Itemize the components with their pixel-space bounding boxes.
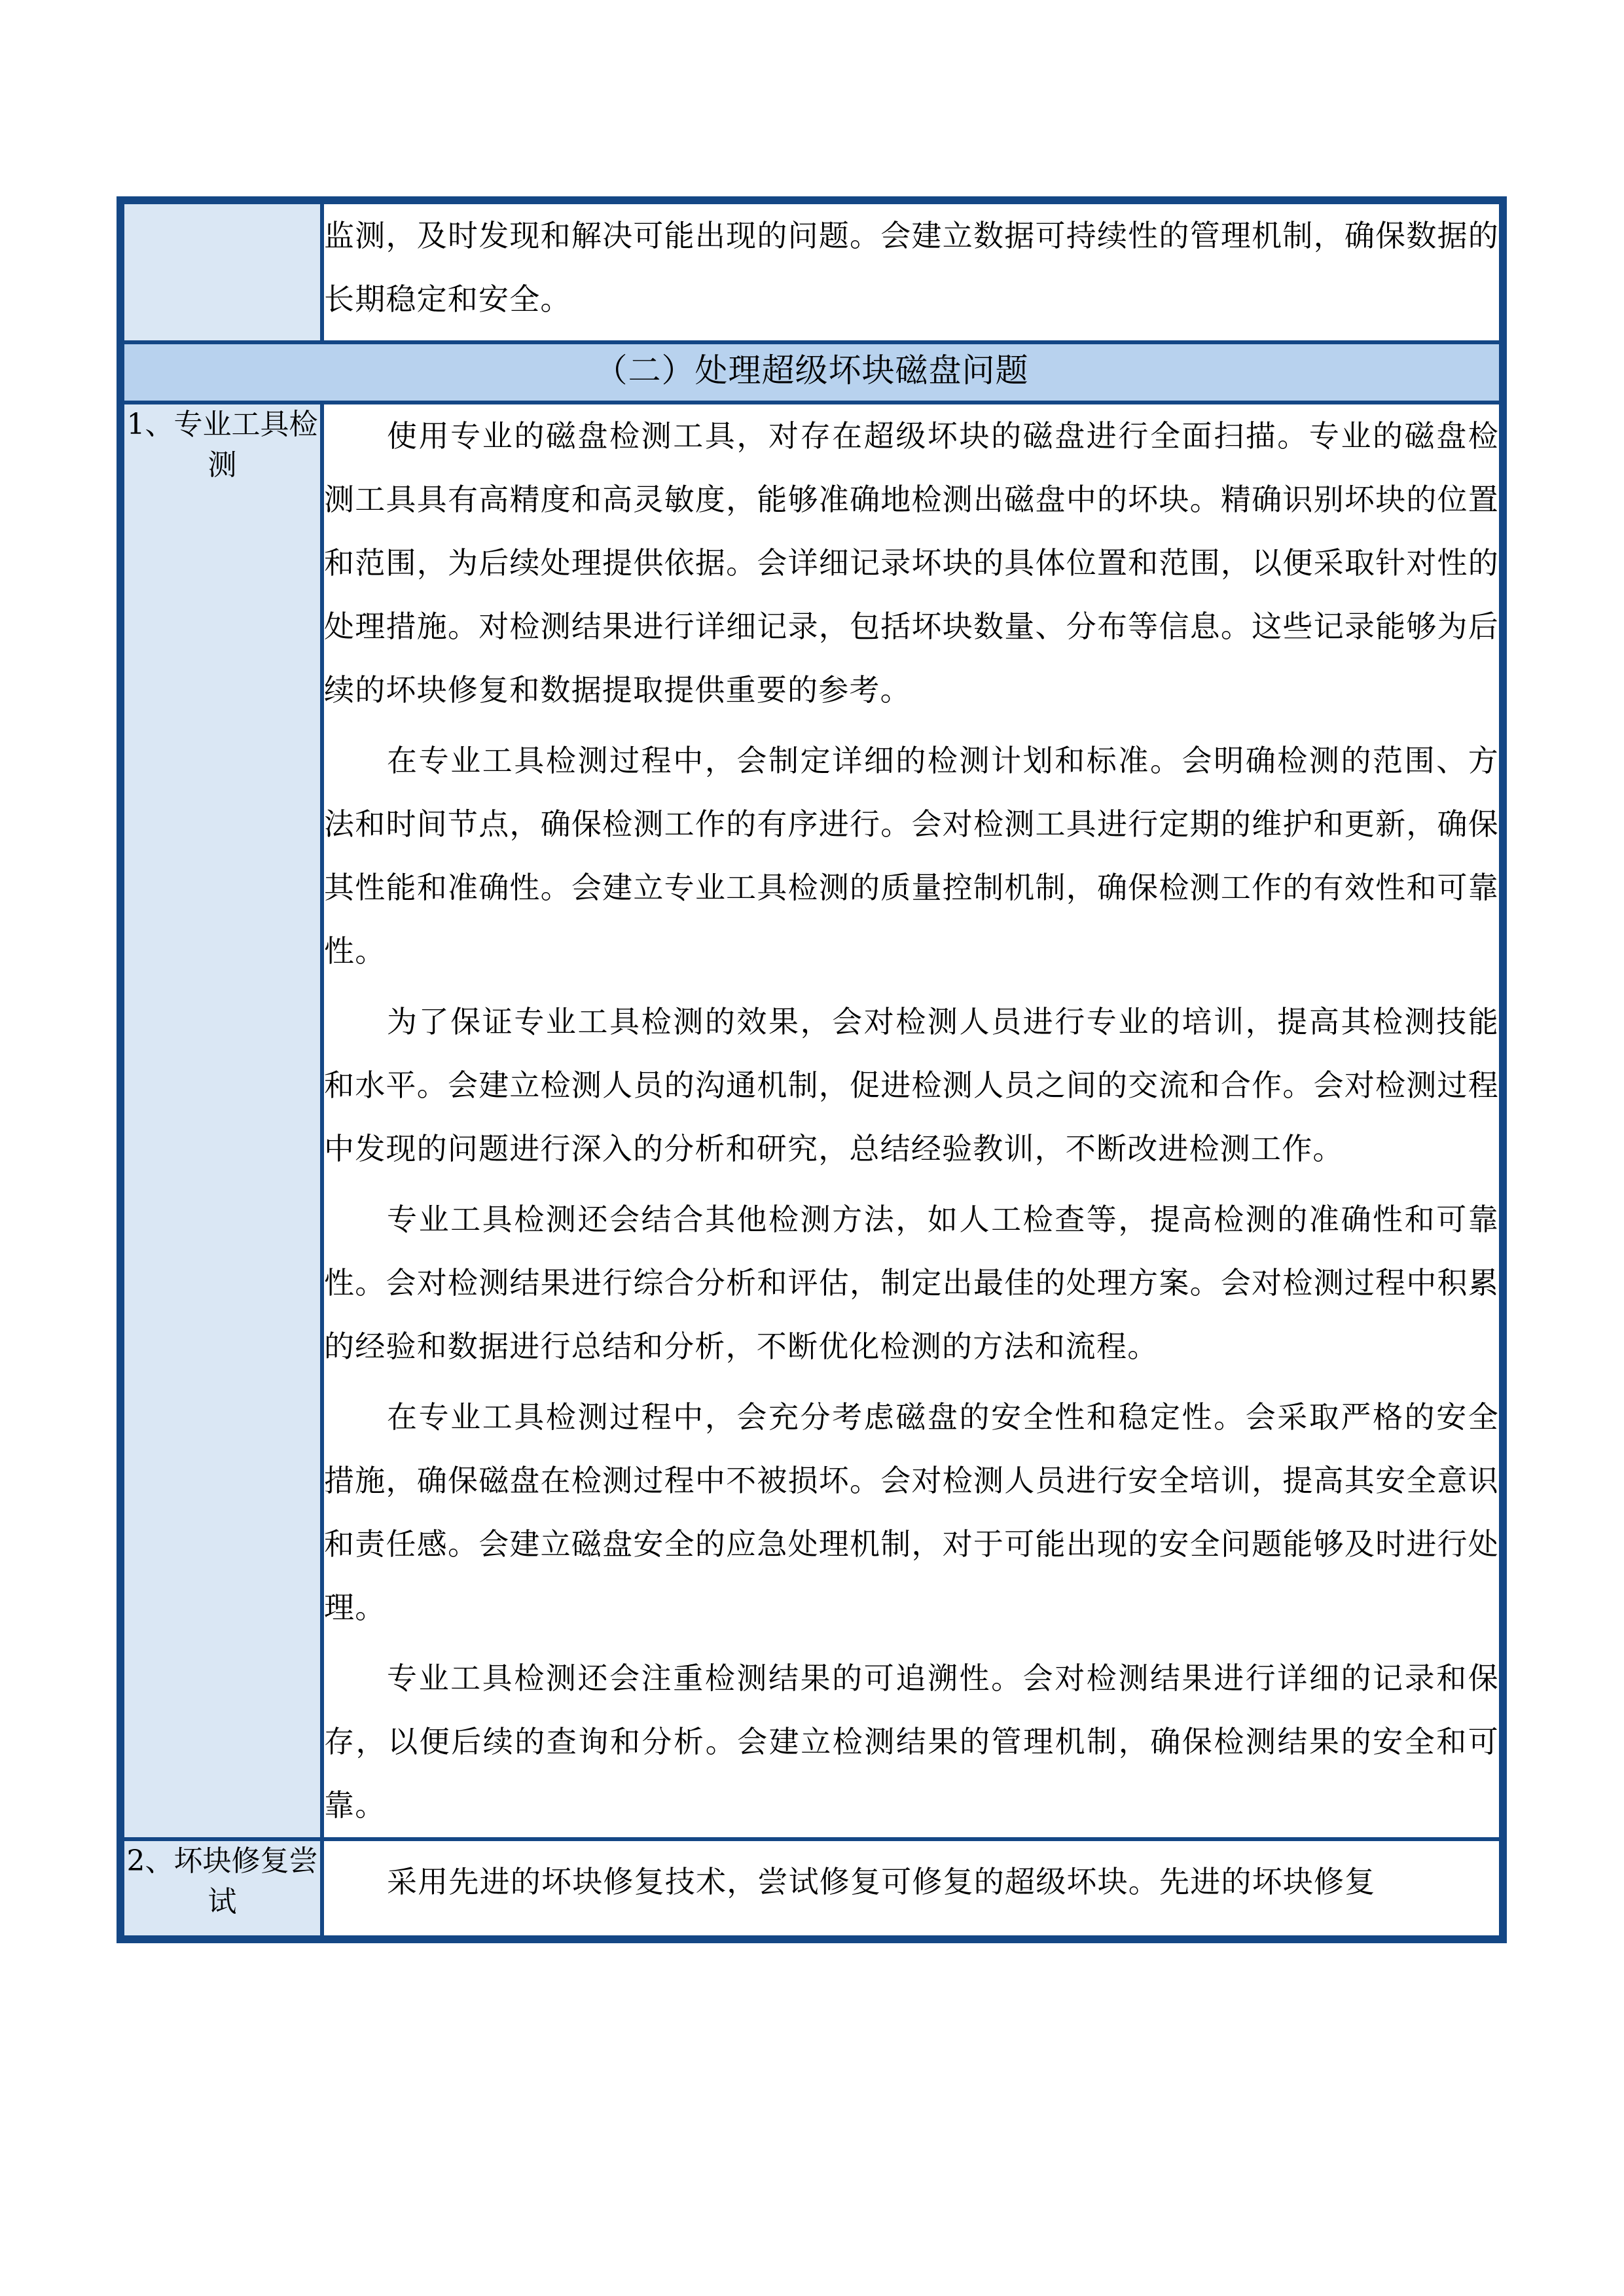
paragraph: 监测，及时发现和解决可能出现的问题。会建立数据可持续性的管理机制，确保数据的长期稳定和安全。	[324, 218, 1499, 317]
paragraph: 专业工具检测还会结合其他检测方法，如人工检查等，提高检测的准确性和可靠性。会对检测结果进行综合分析和评估，制定出最佳的处理方案。会对检测过程中积累的经验和数据进行总结和分析，不断优化检测的方法和流程。	[324, 1202, 1499, 1364]
section-header: （二）处理超级坏块磁盘问题	[120, 342, 1503, 403]
paragraph: 为了保证专业工具检测的效果，会对检测人员进行专业的培训，提高其检测技能和水平。会建立检测人员的沟通机制，促进检测人员之间的交流和合作。会对检测过程中发现的问题进行深入的分析和研究，总结经验教训，不断改进检测工作。	[324, 1004, 1499, 1166]
table-row-professional-tool-detection	[120, 403, 1503, 1839]
paragraph: 使用专业的磁盘检测工具，对存在超级坏块的磁盘进行全面扫描。专业的磁盘检测工具具有高精度和高灵敏度，能够准确地检测出磁盘中的坏块。精确识别坏块的位置和范围，为后续处理提供依据。会详细记录坏块的具体位置和范围，以便采取针对性的处理措施。对检测结果进行详细记录，包括坏块数量、分布等信息。这些记录能够为后续的坏块修复和数据提取提供重要的参考。	[324, 418, 1499, 708]
row-label-cell	[120, 200, 322, 342]
row-label-cell: 1、专业工具检测	[120, 403, 322, 1839]
content-table	[117, 196, 1507, 1943]
row-label-cell: 2、坏块修复尝试	[120, 1839, 322, 1939]
row-content-cell	[322, 1839, 1503, 1939]
paragraph: 在专业工具检测过程中，会制定详细的检测计划和标准。会明确检测的范围、方法和时间节点，确保检测工作的有序进行。会对检测工具进行定期的维护和更新，确保其性能和准确性。会建立专业工具检测的质量控制机制，确保检测工作的有效性和可靠性。	[324, 743, 1499, 969]
paragraph: 在专业工具检测过程中，会充分考虑磁盘的安全性和稳定性。会采取严格的安全措施，确保磁盘在检测过程中不被损坏。会对检测人员进行安全培训，提高其安全意识和责任感。会建立磁盘安全的应急处理机制，对于可能出现的安全问题能够及时进行处理。	[324, 1399, 1499, 1625]
section-header-row	[120, 342, 1503, 403]
table-row-bad-block-repair	[120, 1839, 1503, 1939]
table-row-continued	[120, 200, 1503, 342]
paragraph: 专业工具检测还会注重检测结果的可追溯性。会对检测结果进行详细的记录和保存，以便后续的查询和分析。会建立检测结果的管理机制，确保检测结果的安全和可靠。	[324, 1660, 1499, 1823]
row-content-cell	[322, 200, 1503, 342]
paragraph: 采用先进的坏块修复技术，尝试修复可修复的超级坏块。先进的坏块修复	[387, 1864, 1376, 1899]
row-content-cell	[322, 403, 1503, 1839]
